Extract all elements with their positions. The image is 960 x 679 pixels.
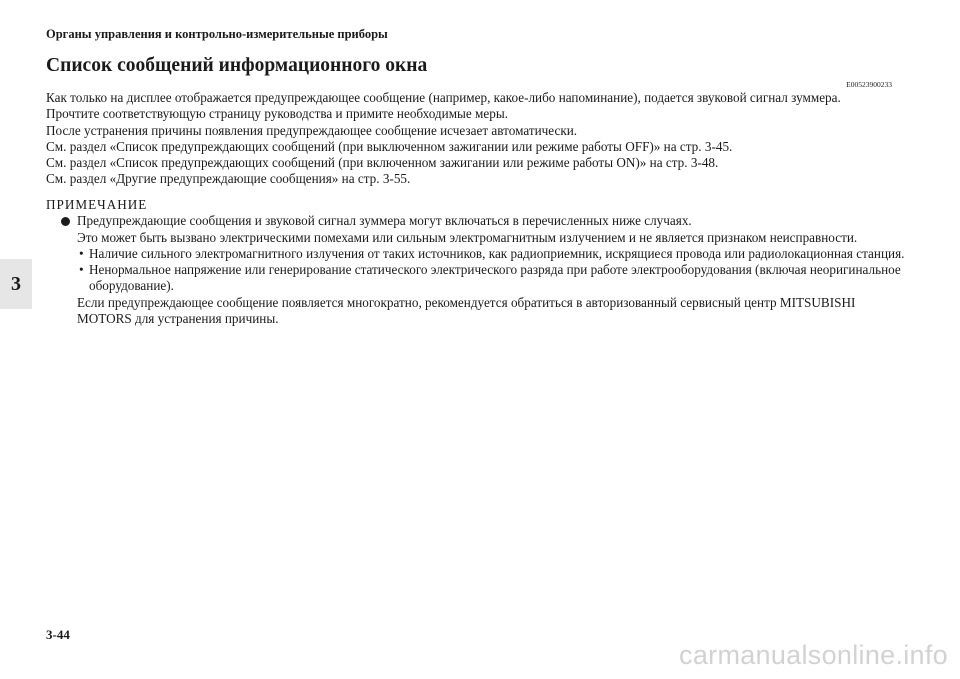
chapter-tab: 3 xyxy=(0,259,32,309)
body-line: См. раздел «Список предупреждающих сообщений (при выключенном зажигании или режиме работы OFF)» на стр. 3-45. xyxy=(46,138,733,154)
page-title: Список сообщений информационного окна xyxy=(46,55,428,76)
note-sub-item xyxy=(46,246,911,262)
watermark: carmanualsonline.info xyxy=(679,640,948,670)
body-line: См. раздел «Список предупреждающих сообщений (при включенном зажигании или режиме работы ON)» на стр. 3-48. xyxy=(46,155,719,171)
document-code: E00523900233 xyxy=(846,80,892,89)
note-explanation: Это может быть вызвано электрическими помехами или сильным электромагнитным излучением и не является признаком неисправности. xyxy=(77,229,858,245)
body-line: Прочтите соответствующую страницу руководства и примите необходимые меры. xyxy=(46,106,509,122)
body-text xyxy=(46,90,906,188)
body-line: Как только на дисплее отображается предупреждающее сообщение (например, какое-либо напоминание), подается звуковой сигнал зуммера. xyxy=(46,90,841,105)
note-block xyxy=(46,197,911,327)
note-bullet xyxy=(46,213,911,229)
note-closing: Если предупреждающее сообщение появляется многократно, рекомендуется обратиться в авторизованный сервисный центр MITSUBISHI MOTORS для устранения причины. xyxy=(77,294,856,327)
note-sub-item-text: Ненормальное напряжение или генерирование статического электрического разряда при работе электрооборудования (включая неоригинальное оборудование). xyxy=(89,262,901,294)
small-bullet-icon: • xyxy=(79,245,84,261)
body-line: После устранения причины появления предупреждающее сообщение исчезает автоматически. xyxy=(46,122,578,138)
section-header: Органы управления и контрольно-измерительные приборы xyxy=(46,27,388,41)
note-bullet-text: Предупреждающие сообщения и звуковой сигнал зуммера могут включаться в перечисленных ниже случаях. xyxy=(77,213,692,229)
body-line: См. раздел «Другие предупреждающие сообщения» на стр. 3-55. xyxy=(46,171,411,187)
page-number: 3-44 xyxy=(46,627,70,642)
note-sub-item-text: Наличие сильного электромагнитного излучения от таких источников, как радиоприемник, искрящиеся провода или радиолокационная станция. xyxy=(89,245,905,261)
bullet-dot-icon xyxy=(61,217,70,226)
note-label: ПРИМЕЧАНИЕ xyxy=(46,197,148,212)
small-bullet-icon: • xyxy=(79,262,84,278)
note-sub-item xyxy=(46,262,911,295)
